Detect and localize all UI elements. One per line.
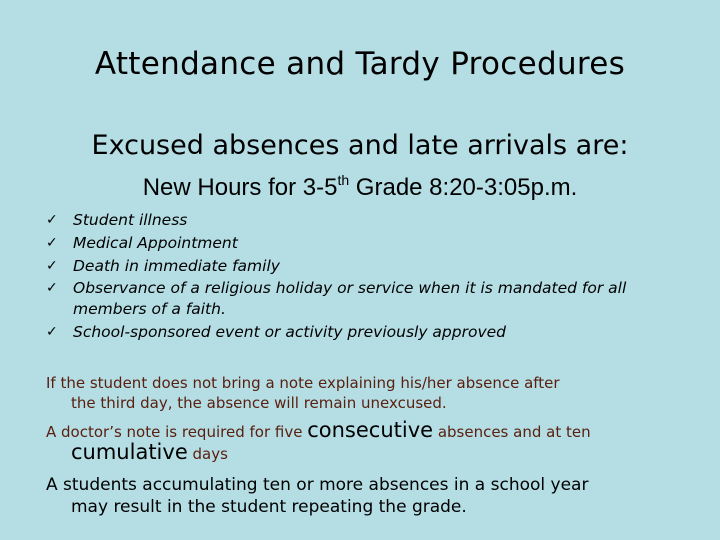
checkmark-icon: ✓: [46, 324, 58, 340]
list-item: [46, 278, 696, 320]
school-hours-superscript: th: [337, 172, 350, 188]
note-line-1: If the student does not bring a note explaining his/her absence after: [46, 374, 560, 392]
doctor-emphasis-consecutive: consecutive: [307, 418, 434, 442]
doctor-note-paragraph: [46, 420, 696, 464]
school-hours-suffix: Grade 8:20-3:05p.m.: [349, 174, 578, 201]
list-item: [46, 321, 696, 344]
list-item-text: Medical Appointment: [73, 234, 238, 252]
slide-subtitle: Excused absences and late arrivals are:: [91, 130, 629, 161]
list-item-text: Death in immediate family: [73, 257, 280, 275]
checkmark-icon: ✓: [46, 212, 58, 228]
list-item-text: Observance of a religious holiday or service when it is mandated for all members of a faith.: [73, 279, 627, 318]
checkmark-icon: ✓: [46, 258, 58, 274]
checkmark-icon: ✓: [46, 235, 58, 251]
list-item: [46, 209, 696, 232]
list-item: [46, 232, 696, 255]
repeat-grade-paragraph: [46, 474, 696, 518]
school-hours-prefix: New Hours for 3-5: [142, 174, 338, 201]
note-line-2: the third day, the absence will remain unexcused.: [71, 394, 447, 412]
doctor-emphasis-cumulative: cumulative: [71, 440, 188, 464]
repeat-line-2: may result in the student repeating the grade.: [71, 497, 467, 517]
school-hours: [0, 172, 720, 202]
doctor-line-2: [46, 442, 696, 464]
doctor-part-1: A doctor’s note is required for five: [46, 423, 308, 441]
note-paragraph: [46, 373, 696, 413]
doctor-part-2: absences and at ten: [433, 423, 591, 441]
list-item-text: School-sponsored event or activity previously approved: [73, 323, 507, 341]
list-item-text: Student illness: [73, 211, 188, 229]
list-item: [46, 255, 696, 278]
repeat-line-1: A students accumulating ten or more absences in a school year: [46, 475, 589, 495]
checkmark-icon: ✓: [46, 280, 58, 296]
slide-title: Attendance and Tardy Procedures: [94, 46, 626, 82]
excused-list: [46, 209, 696, 344]
doctor-part-3: days: [187, 445, 228, 463]
